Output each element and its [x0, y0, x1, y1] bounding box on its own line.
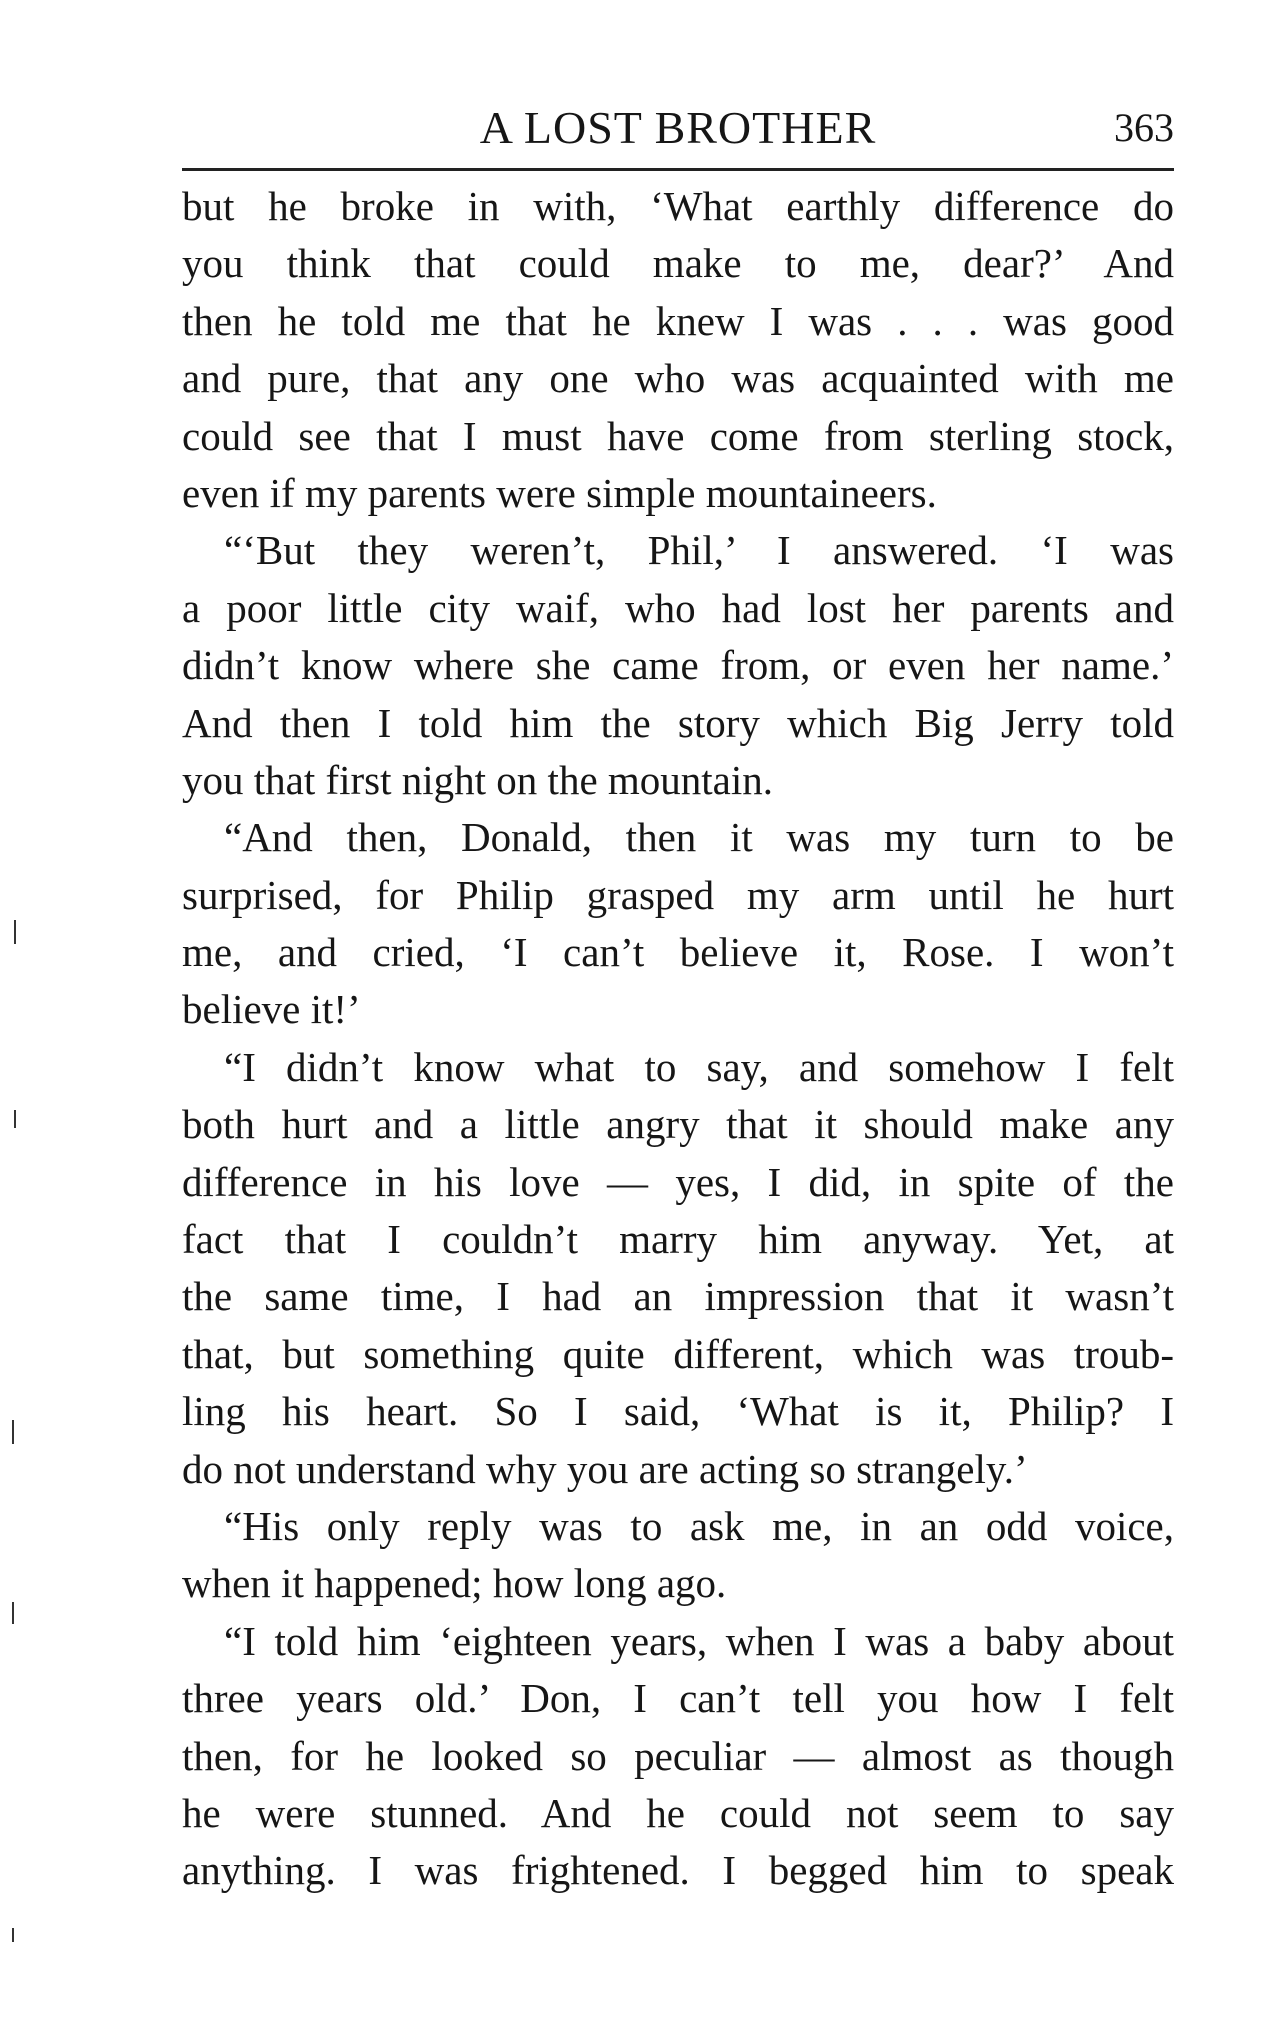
running-title: A LOST BROTHER [479, 102, 877, 153]
text-line: ling his heart. So I said, ‘What is it, Philip? I [182, 1388, 1174, 1435]
scan-mark [12, 1928, 14, 1942]
text-line: you think that could make to me, dear?’ And [182, 240, 1174, 287]
text-line: three years old.’ Don, I can’t tell you how I felt [182, 1675, 1174, 1722]
scan-mark [12, 1420, 14, 1444]
text-line: “I didn’t know what to say, and somehow I felt [224, 1043, 1174, 1090]
text-line: “His only reply was to ask me, in an odd voice, [224, 1502, 1174, 1549]
text-line: “‘But they weren’t, Phil,’ I answered. ‘I was [224, 527, 1174, 574]
text-line: when it happened; how long ago. [182, 1560, 727, 1607]
text-line: but he broke in with, ‘What earthly difference do [182, 183, 1174, 229]
text-line: difference in his love — yes, I did, in spite of the [182, 1158, 1174, 1205]
text-line: anything. I was frightened. I begged him to speak [182, 1847, 1174, 1894]
text-line: a poor little city waif, who had lost her parents and [182, 584, 1174, 631]
text-line: do not understand why you are acting so strangely.’ [182, 1445, 1028, 1492]
text-line: “I told him ‘eighteen years, when I was a baby about [224, 1617, 1174, 1664]
header-rule [182, 168, 1174, 171]
scan-mark [14, 1110, 16, 1128]
text-line: then he told me that he knew I was . . . was good [182, 297, 1174, 344]
scan-mark [14, 920, 16, 944]
text-line: that, but something quite different, which was troub- [182, 1330, 1174, 1377]
text-line: you that first night on the mountain. [182, 756, 774, 803]
page-number: 363 [1114, 105, 1174, 150]
text-line: me, and cried, ‘I can’t believe it, Rose. I won’t [182, 929, 1174, 976]
body-text [182, 178, 1174, 1900]
text-line: “And then, Donald, then it was my turn to be [224, 814, 1174, 861]
text-line: he were stunned. And he could not seem to say [182, 1789, 1174, 1836]
text-line: didn’t know where she came from, or even her name.’ [182, 642, 1174, 689]
text-line: believe it!’ [182, 986, 361, 1033]
scan-mark [12, 1602, 14, 1624]
text-line: then, for he looked so peculiar — almost as though [182, 1732, 1174, 1779]
text-line: And then I told him the story which Big Jerry told [182, 699, 1174, 746]
text-line: could see that I must have come from sterling stock, [182, 412, 1174, 459]
page-header [182, 96, 1174, 160]
text-line: the same time, I had an impression that it wasn’t [182, 1273, 1174, 1320]
text-line: fact that I couldn’t marry him anyway. Yet, at [182, 1216, 1174, 1263]
text-line: and pure, that any one who was acquainted with me [182, 355, 1174, 402]
text-line: surprised, for Philip grasped my arm until he hurt [182, 871, 1174, 918]
text-line: both hurt and a little angry that it should make any [182, 1101, 1174, 1148]
text-line: even if my parents were simple mountaineers. [182, 469, 937, 516]
